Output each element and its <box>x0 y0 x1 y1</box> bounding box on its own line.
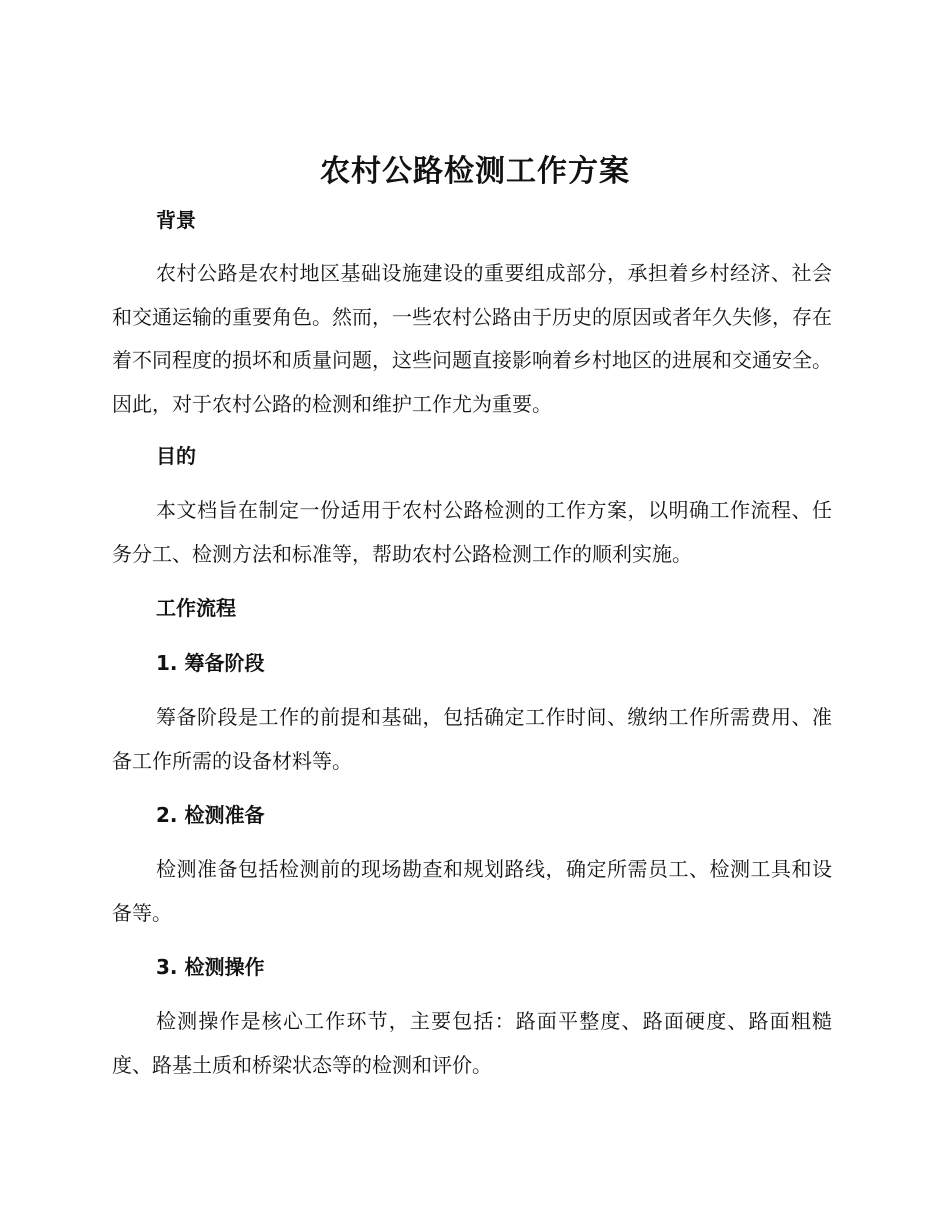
section-heading-inspection-operation: 3. 检测操作 <box>156 955 265 979</box>
section-paragraph-purpose: 本文档旨在制定一份适用于农村公路检测的工作方案，以明确工作流程、任务分工、检测方法和标准等，帮助农村公路检测工作的顺利实施。 <box>112 498 832 566</box>
section-paragraph-background: 农村公路是农村地区基础设施建设的重要组成部分，承担着乡村经济、社会和交通运输的重要角色。然而，一些农村公路由于历史的原因或者年久失修，存在着不同程度的损坏和质量问题，这些问题直接影响着乡村地区的进展和交通安全。因此，对于农村公路的检测和维护工作尤为重要。 <box>112 261 832 416</box>
section-paragraph-inspection-operation: 检测操作是核心工作环节，主要包括：路面平整度、路面硬度、路面粗糙度、路基土质和桥梁状态等的检测和评价。 <box>112 1009 832 1077</box>
section-heading-background: 背景 <box>156 208 196 232</box>
section-heading-preparation-stage: 1. 筹备阶段 <box>156 651 265 675</box>
section-heading-inspection-preparation: 2. 检测准备 <box>156 803 265 827</box>
section-heading-purpose: 目的 <box>156 444 196 468</box>
section-paragraph-inspection-preparation: 检测准备包括检测前的现场勘查和规划路线，确定所需员工、检测工具和设备等。 <box>112 857 832 925</box>
section-paragraph-preparation-stage: 筹备阶段是工作的前提和基础，包括确定工作时间、缴纳工作所需费用、准备工作所需的设备材料等。 <box>112 705 832 773</box>
document-title: 农村公路检测工作方案 <box>320 154 630 189</box>
section-heading-workflow: 工作流程 <box>156 596 236 620</box>
